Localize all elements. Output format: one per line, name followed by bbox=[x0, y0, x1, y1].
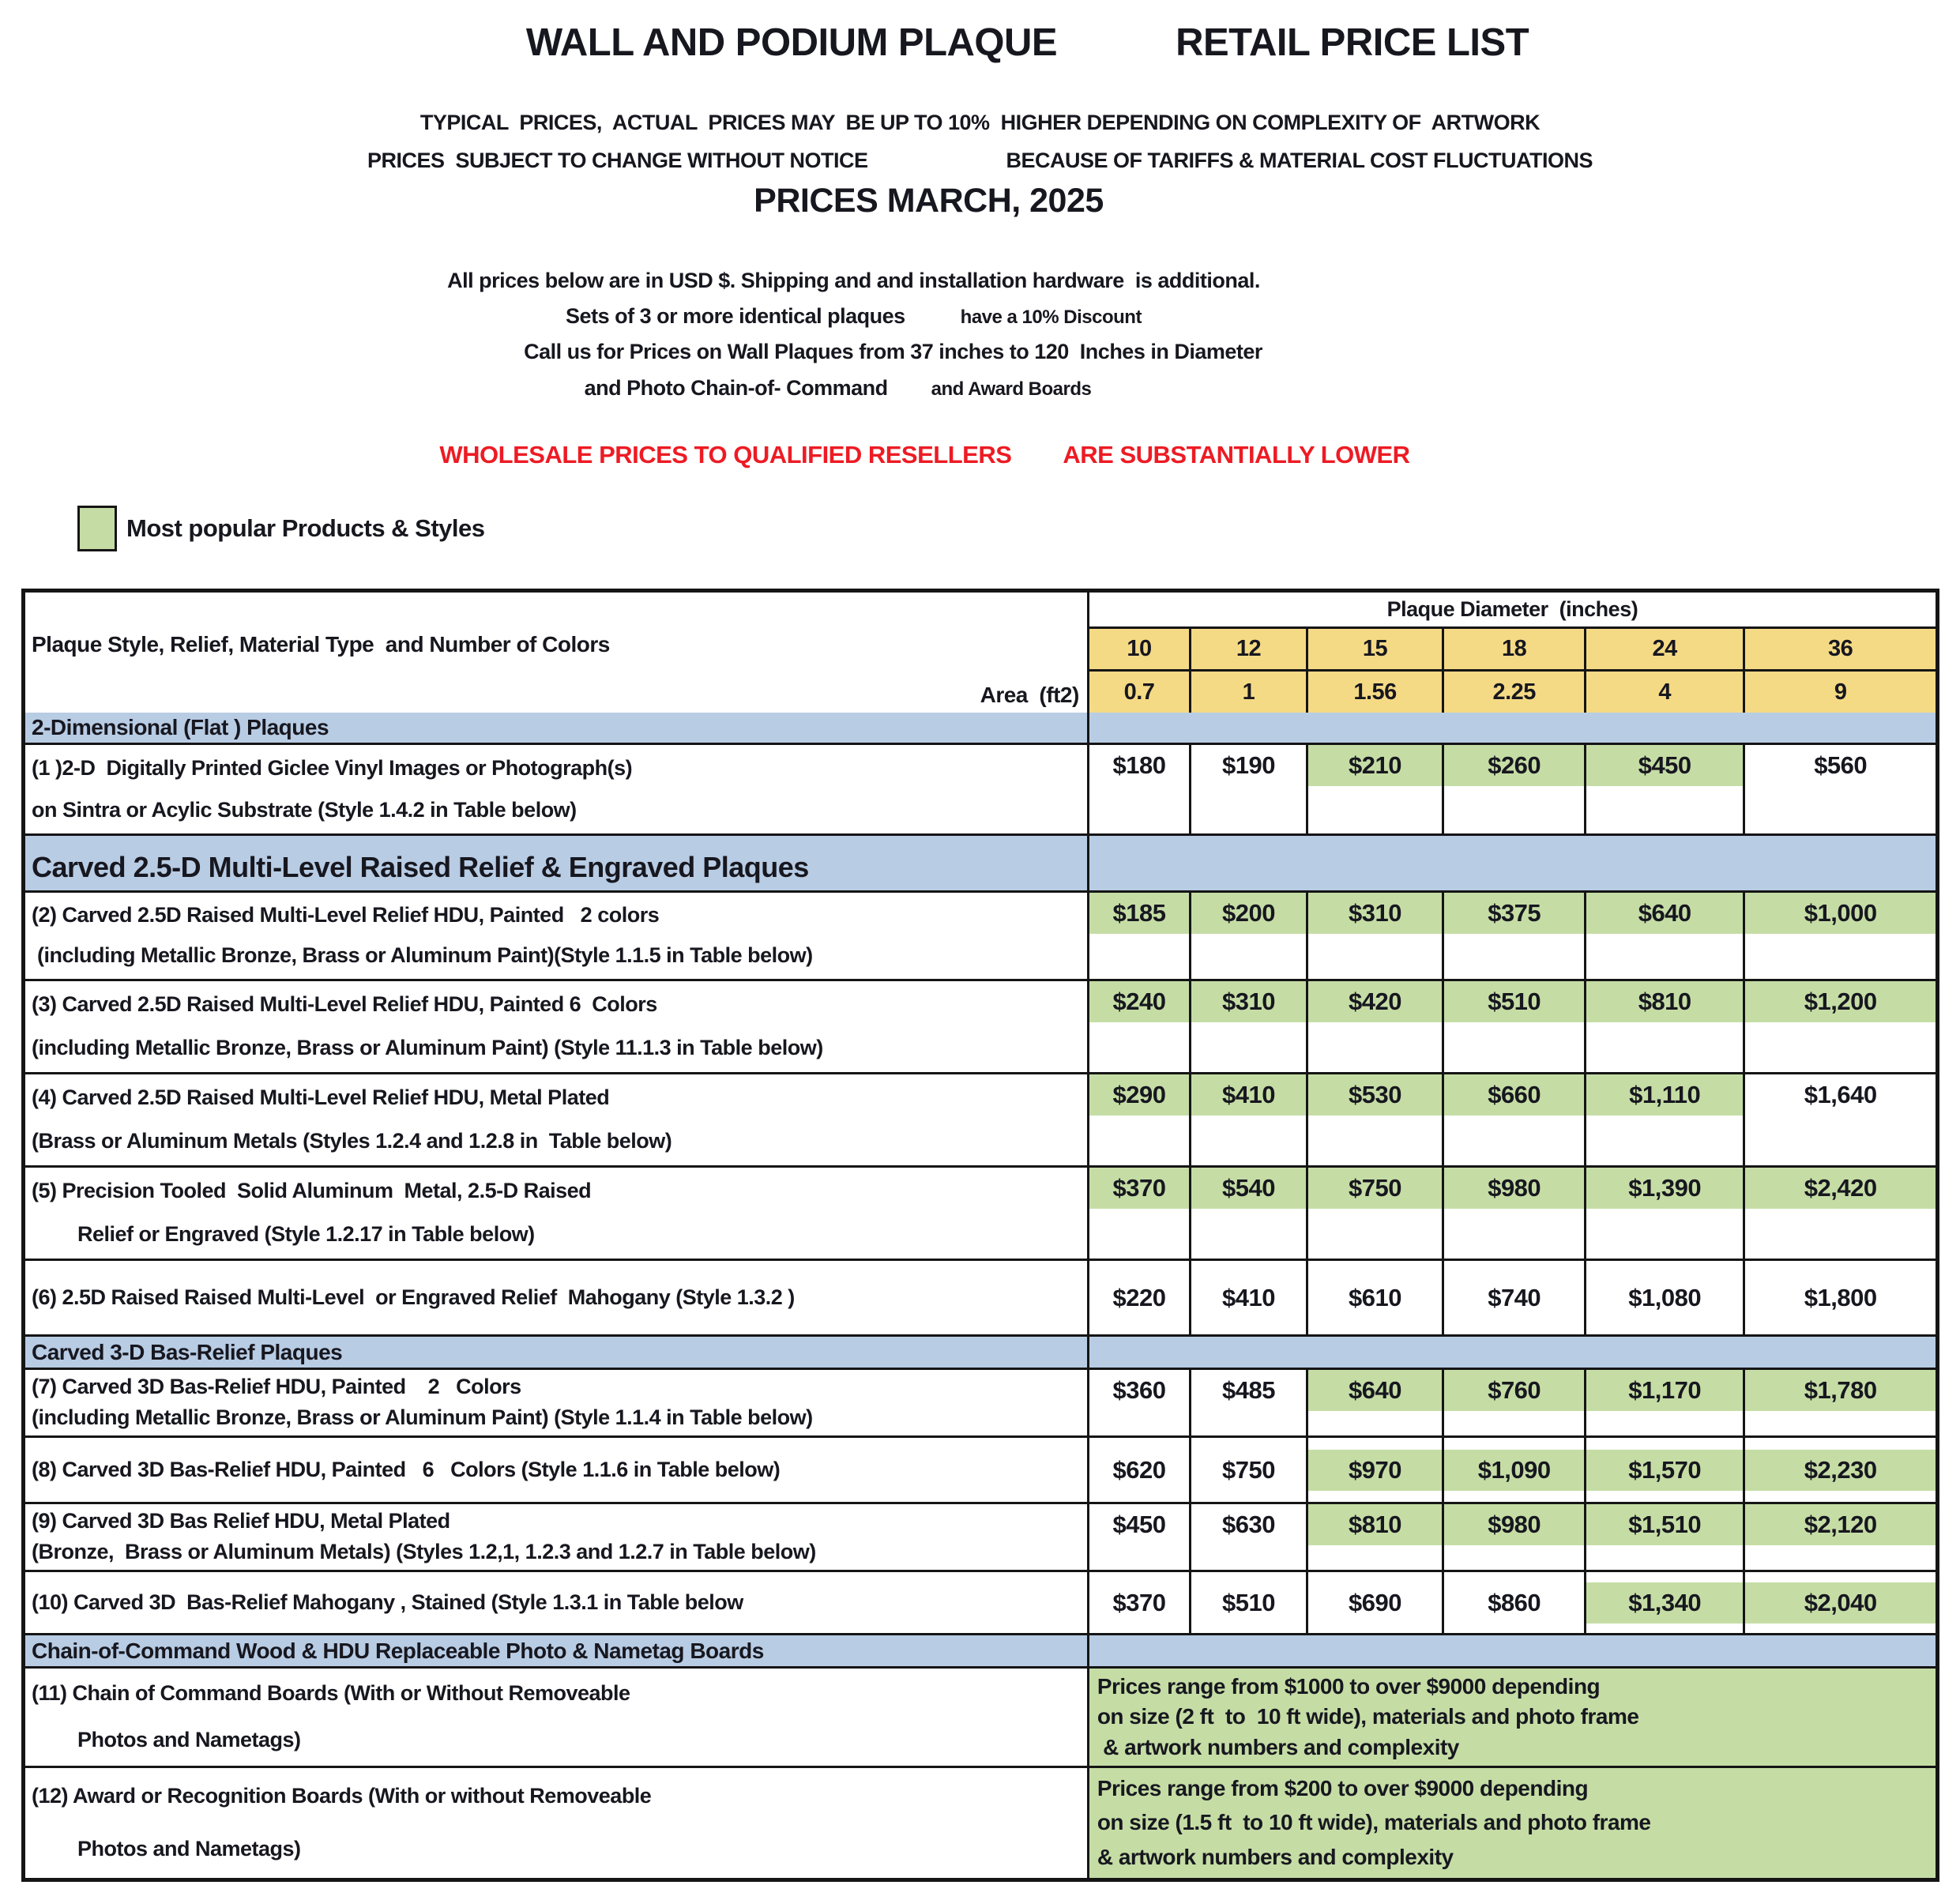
price-cell bbox=[1444, 981, 1586, 1072]
popular-highlight bbox=[1586, 1370, 1743, 1411]
popular-highlight bbox=[1444, 745, 1584, 786]
price-value: $540 bbox=[1221, 1174, 1275, 1202]
popular-highlight bbox=[1444, 1370, 1584, 1411]
section-header-row bbox=[25, 833, 1936, 890]
item-description bbox=[25, 1572, 1089, 1633]
price-cell bbox=[1308, 1438, 1445, 1502]
description-line: (including Metallic Bronze, Brass or Aluminum Paint) (Style 11.1.3 in Table below) bbox=[32, 1035, 823, 1059]
price-value: $200 bbox=[1221, 899, 1275, 927]
price-value: $450 bbox=[1112, 1511, 1166, 1538]
price-cell bbox=[1191, 1438, 1308, 1502]
price-cell bbox=[1745, 1438, 1936, 1502]
popular-highlight bbox=[1586, 981, 1743, 1022]
price-cell bbox=[1308, 1572, 1445, 1633]
price-value: $190 bbox=[1221, 751, 1275, 779]
price-value: $1,200 bbox=[1804, 988, 1877, 1015]
section-fill bbox=[1089, 1337, 1936, 1368]
price-cell bbox=[1586, 1504, 1745, 1570]
popular-highlight bbox=[1089, 1074, 1189, 1116]
note-boards-right: and Award Boards bbox=[931, 378, 1092, 400]
description-line: on Sintra or Acylic Substrate (Style 1.4.2 in Table below) bbox=[32, 797, 577, 822]
price-cells bbox=[1089, 1504, 1936, 1570]
area-value: 4 bbox=[1586, 672, 1745, 713]
description-line: (1 )2-D Digitally Printed Giclee Vinyl Images or Photograph(s) bbox=[32, 755, 633, 780]
area-value: 9 bbox=[1834, 679, 1847, 705]
price-cell bbox=[1308, 1261, 1445, 1334]
board-row bbox=[25, 1766, 1936, 1878]
price-cell bbox=[1308, 1504, 1445, 1570]
price-cell bbox=[1089, 893, 1191, 979]
popular-highlight bbox=[1089, 893, 1189, 934]
note-line: on size (1.5 ft to 10 ft wide), materials and photo frame bbox=[1097, 1810, 1651, 1835]
price-cell bbox=[1745, 745, 1936, 833]
price-table bbox=[21, 589, 1939, 1882]
price-value: $980 bbox=[1488, 1174, 1541, 1202]
price-date: PRICES MARCH, 2025 bbox=[754, 182, 1104, 220]
price-value: $260 bbox=[1488, 751, 1541, 779]
popular-highlight bbox=[1191, 893, 1306, 934]
disclaimer-line-2-right: BECAUSE OF TARIFFS & MATERIAL COST FLUCTUATIONS bbox=[1006, 149, 1593, 172]
price-row bbox=[25, 1502, 1936, 1570]
price-row bbox=[25, 1259, 1936, 1334]
item-description bbox=[25, 1438, 1089, 1502]
note-line: on size (2 ft to 10 ft wide), materials and photo frame bbox=[1097, 1704, 1639, 1729]
price-cell bbox=[1745, 1168, 1936, 1259]
price-value: $1,780 bbox=[1804, 1376, 1877, 1404]
board-row bbox=[25, 1666, 1936, 1766]
price-value: $610 bbox=[1349, 1283, 1402, 1311]
popular-highlight bbox=[1586, 1168, 1743, 1209]
price-cell bbox=[1089, 1074, 1191, 1165]
price-value: $1,000 bbox=[1804, 899, 1877, 927]
price-cell bbox=[1191, 1261, 1308, 1334]
price-cell bbox=[1089, 1572, 1191, 1633]
price-cell bbox=[1191, 981, 1308, 1072]
price-band bbox=[1191, 1504, 1306, 1545]
price-value: $290 bbox=[1112, 1081, 1166, 1108]
price-value: $860 bbox=[1488, 1588, 1541, 1616]
description-line: (including Metallic Bronze, Brass or Aluminum Paint)(Style 1.1.5 in Table below) bbox=[32, 943, 813, 968]
note-line: & artwork numbers and complexity bbox=[1097, 1844, 1454, 1869]
popular-highlight bbox=[1444, 1504, 1584, 1545]
price-cell bbox=[1586, 1370, 1745, 1435]
price-band bbox=[1308, 1582, 1443, 1624]
price-note-cell bbox=[1089, 1768, 1936, 1878]
disclaimer-line-1: TYPICAL PRICES, ACTUAL PRICES MAY BE UP TO 10% HIGHER DEPENDING ON COMPLEXITY OF ARTWORK bbox=[419, 111, 1541, 134]
price-band bbox=[1745, 1277, 1936, 1319]
price-value: $690 bbox=[1349, 1588, 1402, 1616]
section-title: Carved 2.5-D Multi-Level Raised Relief & Engraved Plaques bbox=[25, 836, 1089, 890]
price-value: $1,340 bbox=[1628, 1588, 1702, 1616]
area-value: 1.56 bbox=[1308, 672, 1445, 713]
note-line: & artwork numbers and complexity bbox=[1097, 1734, 1459, 1759]
price-value: $1,110 bbox=[1629, 1081, 1701, 1108]
price-value: $620 bbox=[1112, 1455, 1166, 1484]
disclaimer-line-2-left: PRICES SUBJECT TO CHANGE WITHOUT NOTICE bbox=[367, 149, 868, 172]
title-right: RETAIL PRICE LIST bbox=[1176, 21, 1529, 64]
price-cell bbox=[1444, 745, 1586, 833]
price-band bbox=[1089, 1504, 1189, 1545]
popular-highlight bbox=[1586, 745, 1743, 786]
price-row bbox=[25, 743, 1936, 833]
note-boards bbox=[0, 376, 1818, 401]
price-value: $1,570 bbox=[1628, 1455, 1702, 1484]
price-cell bbox=[1586, 1261, 1745, 1334]
wholesale-notice-left: WHOLESALE PRICES TO QUALIFIED RESELLERS bbox=[439, 441, 1012, 468]
area-label: Area (ft2) bbox=[980, 683, 1079, 707]
description-line: Photos and Nametags) bbox=[77, 1727, 301, 1751]
note-line: Prices range from $1000 to over $9000 depending bbox=[1097, 1673, 1601, 1699]
price-cell bbox=[1089, 1370, 1191, 1435]
price-band bbox=[1191, 1582, 1306, 1624]
price-value: $560 bbox=[1814, 751, 1868, 779]
price-value: $630 bbox=[1221, 1511, 1275, 1538]
diameter-value: 36 bbox=[1828, 636, 1853, 661]
area-value: 1 bbox=[1191, 672, 1308, 713]
section-fill bbox=[1089, 713, 1936, 743]
popular-highlight bbox=[1444, 893, 1584, 934]
popular-highlight bbox=[1089, 981, 1189, 1022]
table-header bbox=[25, 593, 1936, 713]
price-cell bbox=[1444, 1074, 1586, 1165]
price-value: $980 bbox=[1488, 1511, 1541, 1538]
description-line: Relief or Engraved (Style 1.2.17 in Table below) bbox=[77, 1221, 535, 1246]
item-description bbox=[25, 1261, 1089, 1334]
popular-highlight bbox=[1191, 981, 1306, 1022]
price-band bbox=[1191, 1370, 1306, 1411]
price-cell bbox=[1444, 1504, 1586, 1570]
price-cell bbox=[1745, 1074, 1936, 1165]
price-band bbox=[1444, 1582, 1584, 1624]
price-table-body bbox=[25, 713, 1936, 1878]
price-cells bbox=[1089, 893, 1936, 979]
popular-highlight bbox=[1444, 981, 1584, 1022]
price-value: $750 bbox=[1221, 1455, 1275, 1484]
popular-highlight bbox=[1308, 1168, 1443, 1209]
description-line: (2) Carved 2.5D Raised Multi-Level Relief HDU, Painted 2 colors bbox=[32, 902, 660, 927]
item-description bbox=[25, 893, 1089, 979]
item-description bbox=[25, 1370, 1089, 1435]
price-cells bbox=[1089, 981, 1936, 1072]
price-cell bbox=[1444, 1438, 1586, 1502]
price-cell bbox=[1444, 1370, 1586, 1435]
title-left: WALL AND PODIUM PLAQUE bbox=[525, 21, 1058, 64]
price-cell bbox=[1191, 1504, 1308, 1570]
price-cell bbox=[1308, 1370, 1445, 1435]
price-value: $750 bbox=[1349, 1174, 1402, 1202]
description-line: (8) Carved 3D Bas-Relief HDU, Painted 6 Colors (Style 1.1.6 in Table below) bbox=[32, 1457, 781, 1481]
popular-highlight bbox=[1745, 1504, 1936, 1545]
price-value: $450 bbox=[1638, 751, 1691, 779]
price-value: $180 bbox=[1112, 751, 1166, 779]
price-value: $485 bbox=[1221, 1376, 1275, 1404]
price-band bbox=[1089, 1582, 1189, 1624]
popular-highlight bbox=[1308, 1074, 1443, 1116]
price-band bbox=[1308, 1277, 1443, 1319]
price-value: $2,120 bbox=[1804, 1511, 1877, 1538]
popular-highlight bbox=[1308, 1370, 1443, 1411]
popular-highlight bbox=[1444, 1168, 1584, 1209]
price-cell bbox=[1444, 1572, 1586, 1633]
popular-highlight bbox=[1444, 1074, 1584, 1116]
popular-highlight bbox=[1308, 893, 1443, 934]
section-fill bbox=[1089, 836, 1936, 890]
wholesale-notice-right: ARE SUBSTANTIALLY LOWER bbox=[1063, 441, 1410, 468]
popular-highlight bbox=[1586, 1074, 1743, 1116]
price-band bbox=[1191, 1450, 1306, 1491]
popular-highlight bbox=[1191, 1168, 1306, 1209]
section-header-row bbox=[25, 713, 1936, 743]
price-value: $2,040 bbox=[1804, 1588, 1877, 1616]
price-cells bbox=[1089, 1074, 1936, 1165]
price-value: $210 bbox=[1349, 751, 1402, 779]
price-value: $1,390 bbox=[1628, 1174, 1702, 1202]
section-header-row bbox=[25, 1633, 1936, 1666]
popular-highlight bbox=[1745, 1582, 1936, 1624]
price-cell bbox=[1586, 745, 1745, 833]
diameter-value: 10 bbox=[1089, 629, 1191, 669]
price-value: $640 bbox=[1349, 1376, 1402, 1404]
note-discount-left: Sets of 3 or more identical plaques bbox=[566, 304, 905, 328]
price-row bbox=[25, 1165, 1936, 1259]
description-line: (10) Carved 3D Bas-Relief Mahogany , Stained (Style 1.3.1 in Table below bbox=[32, 1590, 743, 1614]
wholesale-notice bbox=[0, 441, 1905, 469]
price-value: $370 bbox=[1112, 1174, 1166, 1202]
note-line: Prices range from $200 to over $9000 depending bbox=[1097, 1775, 1589, 1800]
description-line: Photos and Nametags) bbox=[77, 1836, 301, 1861]
price-cell bbox=[1089, 981, 1191, 1072]
description-line: (6) 2.5D Raised Raised Multi-Level or Engraved Relief Mahogany (Style 1.3.2 ) bbox=[32, 1285, 795, 1309]
price-cell bbox=[1308, 745, 1445, 833]
price-value: $510 bbox=[1488, 988, 1541, 1015]
description-line: (4) Carved 2.5D Raised Multi-Level Relief HDU, Metal Plated bbox=[32, 1085, 610, 1110]
note-discount-right: have a 10% Discount bbox=[960, 307, 1142, 328]
popular-highlight bbox=[1444, 1450, 1584, 1491]
description-line: (including Metallic Bronze, Brass or Aluminum Paint) (Style 1.1.4 in Table below) bbox=[32, 1405, 813, 1429]
price-value: $1,170 bbox=[1628, 1376, 1702, 1404]
price-value: $660 bbox=[1488, 1081, 1541, 1108]
description-line: (9) Carved 3D Bas Relief HDU, Metal Plated bbox=[32, 1509, 450, 1533]
item-description bbox=[25, 745, 1089, 833]
price-value: $1,090 bbox=[1477, 1455, 1551, 1484]
price-cell bbox=[1191, 1074, 1308, 1165]
price-band bbox=[1745, 1074, 1936, 1116]
price-cell bbox=[1089, 1504, 1191, 1570]
price-value: $310 bbox=[1349, 899, 1402, 927]
price-cell bbox=[1586, 1168, 1745, 1259]
price-row bbox=[25, 979, 1936, 1072]
description-line: (12) Award or Recognition Boards (With or without Removeable bbox=[32, 1784, 652, 1808]
price-band bbox=[1745, 745, 1936, 786]
price-value: $1,080 bbox=[1628, 1283, 1702, 1311]
price-row bbox=[25, 890, 1936, 979]
price-cell bbox=[1745, 1572, 1936, 1633]
price-cell bbox=[1308, 1168, 1445, 1259]
price-row bbox=[25, 1435, 1936, 1502]
legend bbox=[77, 506, 485, 551]
price-cell bbox=[1586, 981, 1745, 1072]
price-cell bbox=[1089, 745, 1191, 833]
diameter-values-row bbox=[1089, 629, 1936, 672]
price-band bbox=[1444, 1277, 1584, 1319]
price-cell bbox=[1444, 1261, 1586, 1334]
section-fill bbox=[1089, 1635, 1936, 1666]
price-cell bbox=[1745, 893, 1936, 979]
diameter-value: 15 bbox=[1308, 629, 1445, 669]
description-line: (3) Carved 2.5D Raised Multi-Level Relief HDU, Painted 6 Colors bbox=[32, 992, 657, 1017]
diameter-value: 24 bbox=[1586, 629, 1745, 669]
price-row bbox=[25, 1368, 1936, 1435]
popular-highlight bbox=[1745, 981, 1936, 1022]
item-description bbox=[25, 1504, 1089, 1570]
price-band bbox=[1089, 1450, 1189, 1491]
price-cell bbox=[1191, 893, 1308, 979]
item-description bbox=[25, 981, 1089, 1072]
price-value: $420 bbox=[1349, 988, 1402, 1015]
section-header-row bbox=[25, 1334, 1936, 1368]
popular-highlight bbox=[1308, 745, 1443, 786]
price-value: $240 bbox=[1112, 988, 1166, 1015]
popular-highlight bbox=[1745, 893, 1936, 934]
description-line: (Bronze, Brass or Aluminum Metals) (Styles 1.2,1, 1.2.3 and 1.2.7 in Table below) bbox=[32, 1539, 816, 1563]
popular-highlight bbox=[1586, 1450, 1743, 1491]
price-value: $410 bbox=[1221, 1283, 1275, 1311]
price-value: $370 bbox=[1112, 1588, 1166, 1616]
popular-highlight bbox=[1586, 1504, 1743, 1545]
popular-highlight bbox=[1089, 1168, 1189, 1209]
price-value: $810 bbox=[1349, 1511, 1402, 1538]
price-band bbox=[1191, 1277, 1306, 1319]
price-value: $220 bbox=[1112, 1283, 1166, 1311]
diameter-value: 18 bbox=[1444, 629, 1586, 669]
price-cell bbox=[1191, 1168, 1308, 1259]
diameter-header-group bbox=[1089, 593, 1936, 713]
price-note-cell bbox=[1089, 1669, 1936, 1766]
description-line: (5) Precision Tooled Solid Aluminum Metal, 2.5-D Raised bbox=[32, 1179, 592, 1203]
price-value: $375 bbox=[1488, 899, 1541, 927]
popular-highlight bbox=[1191, 1074, 1306, 1116]
price-value: $1,640 bbox=[1804, 1081, 1877, 1108]
popular-highlight bbox=[1745, 1370, 1936, 1411]
price-value: $530 bbox=[1349, 1081, 1402, 1108]
popular-highlight bbox=[1745, 1450, 1936, 1491]
price-cell bbox=[1191, 1572, 1308, 1633]
popular-highlight bbox=[1308, 1504, 1443, 1545]
price-cell bbox=[1444, 893, 1586, 979]
price-cell bbox=[1745, 981, 1936, 1072]
popular-highlight bbox=[1586, 893, 1743, 934]
col-header-cell bbox=[25, 593, 1089, 713]
section-title: Carved 3-D Bas-Relief Plaques bbox=[25, 1337, 1089, 1368]
price-value: $2,420 bbox=[1804, 1174, 1877, 1202]
note-discount bbox=[0, 304, 1834, 329]
price-row bbox=[25, 1072, 1936, 1165]
popular-highlight bbox=[1745, 1168, 1936, 1209]
note-call-us: Call us for Prices on Wall Plaques from 37 inches to 120 Inches in Diameter bbox=[524, 340, 1262, 363]
price-band bbox=[1089, 1370, 1189, 1411]
price-cell bbox=[1586, 1438, 1745, 1502]
popular-highlight bbox=[1308, 1450, 1443, 1491]
area-value: 0.7 bbox=[1089, 672, 1191, 713]
price-cells bbox=[1089, 1261, 1936, 1334]
price-cell bbox=[1745, 1370, 1936, 1435]
price-cell bbox=[1745, 1504, 1936, 1570]
description-line: (7) Carved 3D Bas-Relief HDU, Painted 2 Colors bbox=[32, 1375, 521, 1399]
price-cell bbox=[1444, 1168, 1586, 1259]
price-value: $310 bbox=[1221, 988, 1275, 1015]
price-band bbox=[1586, 1277, 1743, 1319]
price-cell bbox=[1308, 893, 1445, 979]
price-cell bbox=[1191, 1370, 1308, 1435]
price-cell bbox=[1308, 981, 1445, 1072]
popular-color-swatch bbox=[77, 506, 117, 551]
price-cell bbox=[1745, 1261, 1936, 1334]
price-value: $1,800 bbox=[1804, 1283, 1877, 1311]
popular-highlight bbox=[1308, 981, 1443, 1022]
price-cell bbox=[1089, 1168, 1191, 1259]
price-cells bbox=[1089, 1370, 1936, 1435]
price-cells bbox=[1089, 1438, 1936, 1502]
price-value: $410 bbox=[1221, 1081, 1275, 1108]
section-title: Chain-of-Command Wood & HDU Replaceable Photo & Nametag Boards bbox=[25, 1635, 1089, 1666]
price-value: $640 bbox=[1638, 899, 1691, 927]
price-cells bbox=[1089, 1168, 1936, 1259]
price-cell bbox=[1089, 1438, 1191, 1502]
price-value: $810 bbox=[1638, 988, 1691, 1015]
price-cells bbox=[1089, 1572, 1936, 1633]
price-cell bbox=[1586, 1572, 1745, 1633]
price-band bbox=[1089, 1277, 1189, 1319]
price-value: $510 bbox=[1221, 1588, 1275, 1616]
item-description bbox=[25, 1669, 1089, 1766]
document-title bbox=[47, 21, 1960, 65]
section-title: 2-Dimensional (Flat ) Plaques bbox=[25, 713, 1089, 743]
price-value: $970 bbox=[1349, 1455, 1402, 1484]
item-description bbox=[25, 1768, 1089, 1878]
price-value: $740 bbox=[1488, 1283, 1541, 1311]
price-cell bbox=[1586, 893, 1745, 979]
price-value: $360 bbox=[1112, 1376, 1166, 1404]
diameter-value: 12 bbox=[1191, 629, 1308, 669]
note-boards-left: and Photo Chain-of- Command bbox=[584, 376, 888, 400]
price-cell bbox=[1308, 1074, 1445, 1165]
popular-highlight bbox=[1586, 1582, 1743, 1624]
price-value: $760 bbox=[1488, 1376, 1541, 1404]
note-usd: All prices below are in USD $. Shipping and and installation hardware is additional. bbox=[447, 269, 1260, 292]
price-band bbox=[1191, 745, 1306, 786]
disclaimer-line-2 bbox=[0, 149, 1960, 173]
price-cell bbox=[1191, 745, 1308, 833]
area-values-row bbox=[1089, 672, 1936, 713]
price-value: $185 bbox=[1112, 899, 1166, 927]
price-value: $2,230 bbox=[1804, 1455, 1877, 1484]
price-row bbox=[25, 1570, 1936, 1633]
price-cells bbox=[1089, 745, 1936, 833]
price-cell bbox=[1089, 1261, 1191, 1334]
item-description bbox=[25, 1074, 1089, 1165]
area-value: 2.25 bbox=[1444, 672, 1586, 713]
item-description bbox=[25, 1168, 1089, 1259]
description-line: (Brass or Aluminum Metals (Styles 1.2.4 and 1.2.8 in Table below) bbox=[32, 1128, 672, 1153]
col-header-label: Plaque Style, Relief, Material Type and Number of Colors bbox=[32, 632, 610, 657]
price-band bbox=[1089, 745, 1189, 786]
description-line: (11) Chain of Command Boards (With or Without Removeable bbox=[32, 1681, 630, 1706]
price-value: $1,510 bbox=[1628, 1511, 1702, 1538]
diameter-header-title: Plaque Diameter (inches) bbox=[1089, 593, 1936, 629]
price-cell bbox=[1586, 1074, 1745, 1165]
legend-label: Most popular Products & Styles bbox=[126, 514, 485, 542]
